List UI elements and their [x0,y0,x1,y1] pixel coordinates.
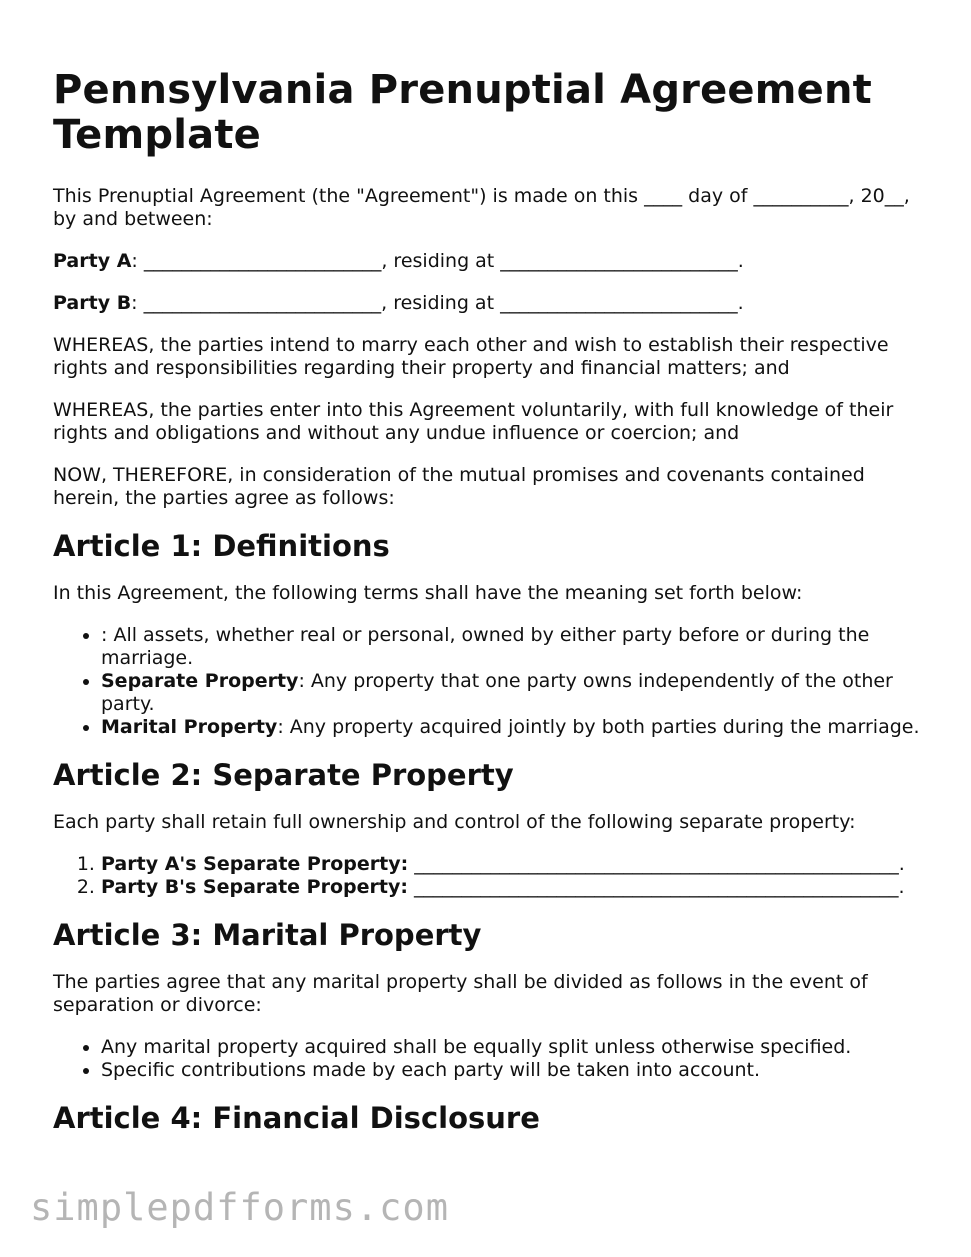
article-3-intro: The parties agree that any marital property shall be divided as follows in the event of separation or divorce: [53,971,868,1016]
list-item [101,670,933,716]
article-1-intro: In this Agreement, the following terms shall have the meaning set forth below: [53,582,803,604]
marital-property-list [53,1036,933,1082]
article-3-heading: Article 3: Marital Property [53,918,482,952]
definition-text: : All assets, whether real or personal, owned by either party before or during the marriage. [101,624,870,669]
whereas-paragraph-2: WHEREAS, the parties enter into this Agreement voluntarily, with full knowledge of their rights and obligations and without any undue influence or coercion; and [53,399,894,444]
article-2-heading: Article 2: Separate Property [53,758,514,792]
separate-property-term: Party A's Separate Property: [101,853,409,875]
article-1-heading: Article 1: Definitions [53,529,390,563]
article-2-intro: Each party shall retain full ownership and control of the following separate property: [53,811,856,833]
definition-term: Separate Property [101,670,299,692]
now-therefore-paragraph: NOW, THEREFORE, in consideration of the mutual promises and covenants contained herein, the parties agree as follows: [53,464,865,509]
list-item: • Any marital property acquired shall be equally split unless otherwise specified. [101,1036,933,1059]
party-b-label: Party B [53,292,132,314]
list-item: • Specific contributions made by each party will be taken into account. [101,1059,933,1082]
party-a-label: Party A [53,250,132,272]
watermark: simplepdfforms.com [30,1186,449,1229]
separate-property-term: Party B's Separate Property: [101,876,408,898]
separate-property-blank: ___________________________________________________. [408,853,905,875]
list-item [101,716,933,739]
definition-text: : Any property acquired jointly by both parties during the marriage. [277,716,920,738]
list-item [101,876,933,899]
party-a-line [53,250,933,273]
whereas-paragraph-1: WHEREAS, the parties intend to marry each other and wish to establish their respective rights and responsibilities regarding their property and financial matters; and [53,334,889,379]
list-item [101,853,933,876]
definition-text: : Any property that one party owns independently of the other party. [101,670,893,715]
document-page [53,68,933,1154]
separate-property-blank: ___________________________________________________. [407,876,905,898]
list-item [101,624,933,670]
separate-property-list [53,853,933,899]
document-title: Pennsylvania Prenuptial Agreement Template [53,67,872,158]
party-a-text: : _________________________, residing at _________________________. [131,250,744,272]
intro-paragraph: This Prenuptial Agreement (the "Agreement") is made on this ____ day of __________, 20__, by and between: [53,185,910,230]
definition-term: Marital Property [101,716,278,738]
party-b-line [53,292,933,315]
article-4-heading: Article 4: Financial Disclosure [53,1101,540,1135]
party-b-text: : _________________________, residing at _________________________. [131,292,744,314]
definitions-list [53,624,933,739]
